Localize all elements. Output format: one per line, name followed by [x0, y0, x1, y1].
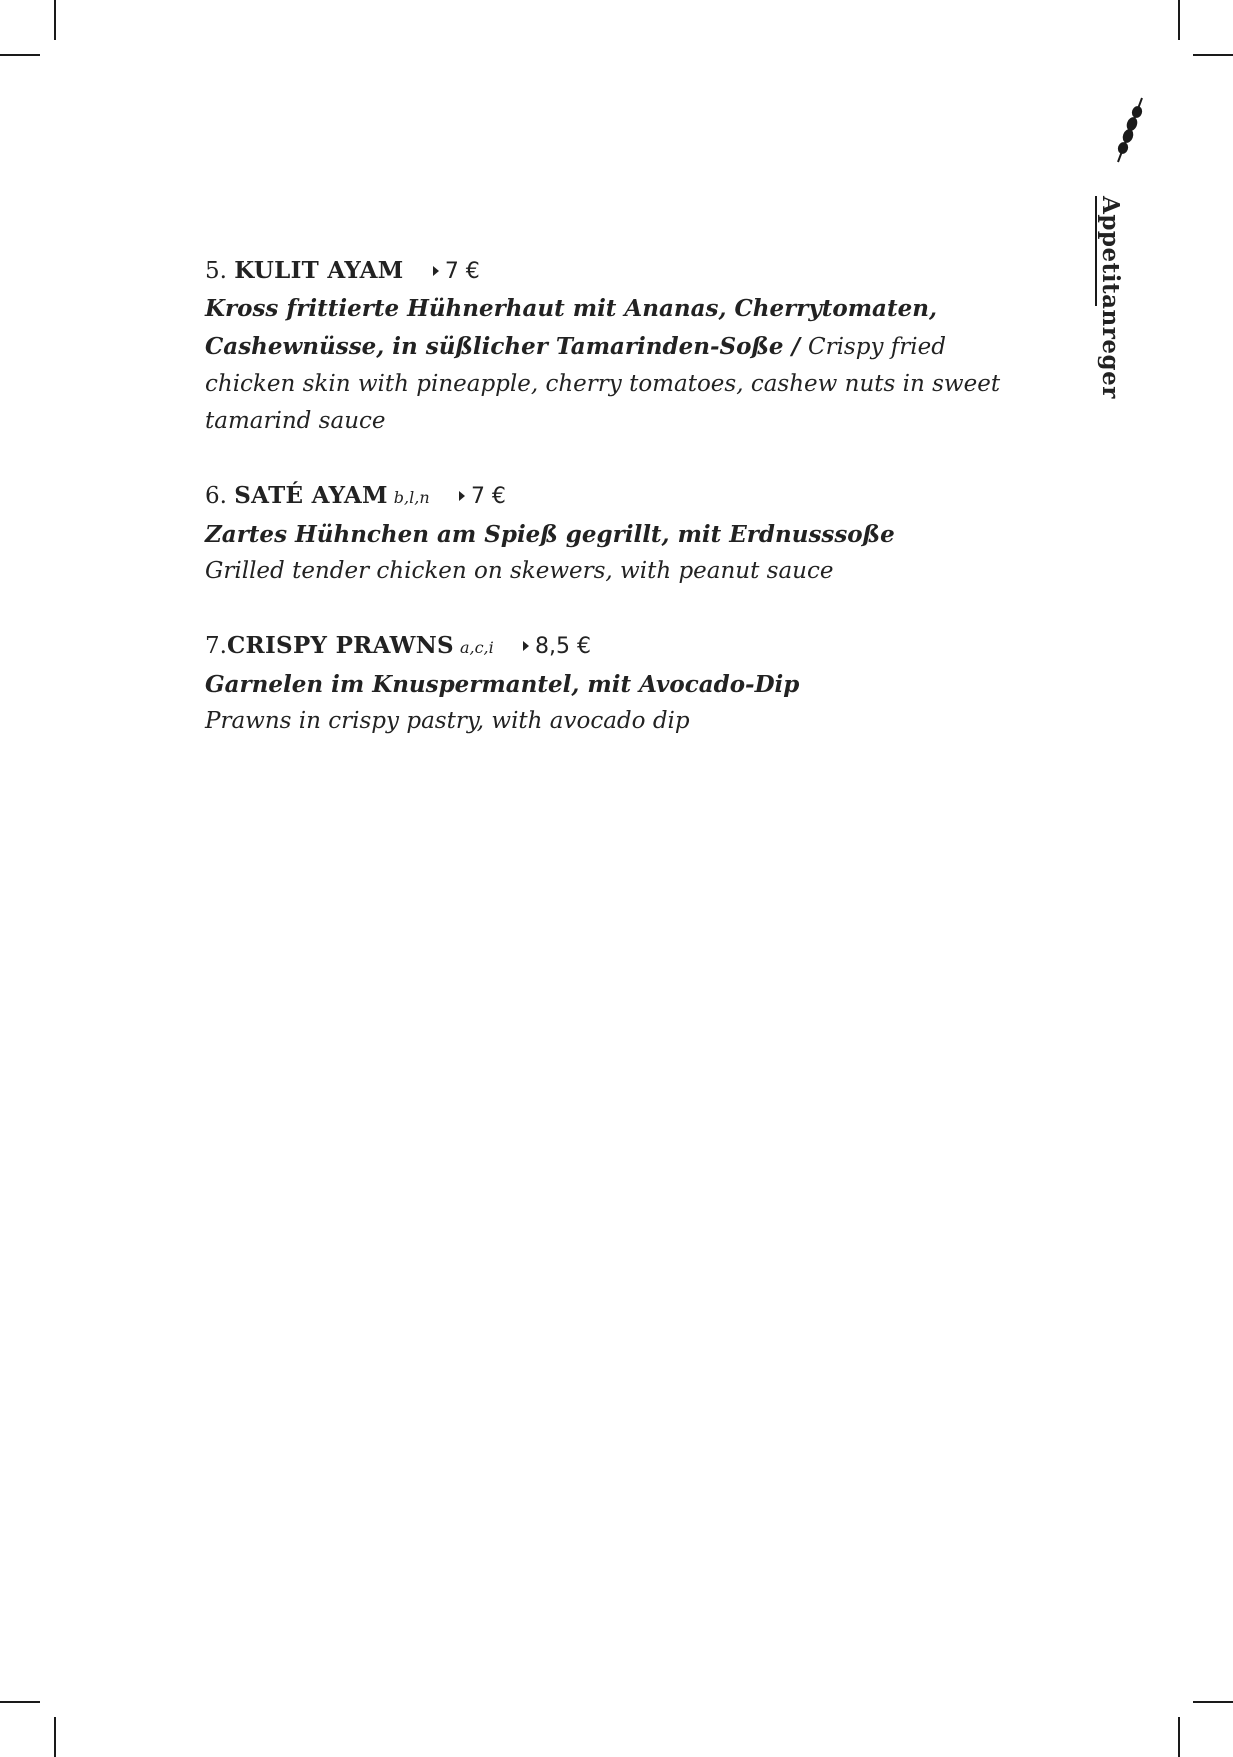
- menu-item: [205, 252, 1005, 440]
- crop-mark-bottom-left-v: [54, 1717, 56, 1757]
- item-allergens: b,l,n: [393, 488, 430, 507]
- item-price: 8,5 €: [535, 634, 592, 659]
- price-arrow-icon: [433, 266, 439, 276]
- item-number: 6.: [205, 483, 227, 509]
- skewer-icon: [1112, 94, 1148, 166]
- crop-mark-bottom-right-h: [1193, 1701, 1233, 1703]
- section-title: Appetitanreger: [1097, 196, 1124, 399]
- description-separator: /: [783, 333, 808, 360]
- item-number: 7.: [205, 633, 227, 659]
- item-description-en: Grilled tender chicken on skewers, with peanut sauce: [205, 558, 834, 584]
- crop-mark-bottom-left-h: [0, 1701, 40, 1703]
- item-name: CRISPY PRAWNS: [226, 632, 454, 659]
- item-number: 5.: [205, 258, 227, 284]
- item-name: KULIT AYAM: [234, 257, 404, 284]
- item-allergens: a,c,i: [459, 638, 494, 657]
- item-price: 7 €: [470, 484, 506, 509]
- menu-item: [205, 477, 1005, 590]
- price-arrow-icon: [459, 491, 465, 501]
- item-description-de: Zartes Hühnchen am Spieß gegrillt, mit Erdnusssoße: [205, 521, 895, 548]
- item-description: [205, 290, 1005, 440]
- item-name: SATÉ AYAM: [234, 482, 388, 509]
- item-description-en: Crispy fried chicken skin with pineapple, cherry tomatoes, cashew nuts in sweet tamarind sauce: [205, 334, 1001, 434]
- crop-mark-top-left-v: [54, 0, 56, 40]
- crop-mark-top-left-h: [0, 54, 40, 56]
- item-description-de: Kross frittierte Hühnerhaut mit Ananas, Cherrytomaten, Cashewnüsse, in süßlicher Tamarinden-Soße: [205, 295, 937, 360]
- menu-list: [205, 252, 1005, 777]
- crop-mark-top-right-h: [1193, 54, 1233, 56]
- menu-item-header: [205, 477, 1005, 516]
- item-price: 7 €: [444, 259, 480, 284]
- item-description-en: Prawns in crispy pastry, with avocado dip: [205, 708, 690, 734]
- crop-mark-bottom-right-v: [1178, 1717, 1180, 1757]
- menu-item-header: [205, 627, 1005, 666]
- crop-mark-top-right-v: [1178, 0, 1180, 40]
- price-arrow-icon: [523, 641, 529, 651]
- item-description-de: Garnelen im Knuspermantel, mit Avocado-Dip: [205, 671, 800, 698]
- menu-item: [205, 627, 1005, 740]
- menu-item-header: [205, 252, 1005, 290]
